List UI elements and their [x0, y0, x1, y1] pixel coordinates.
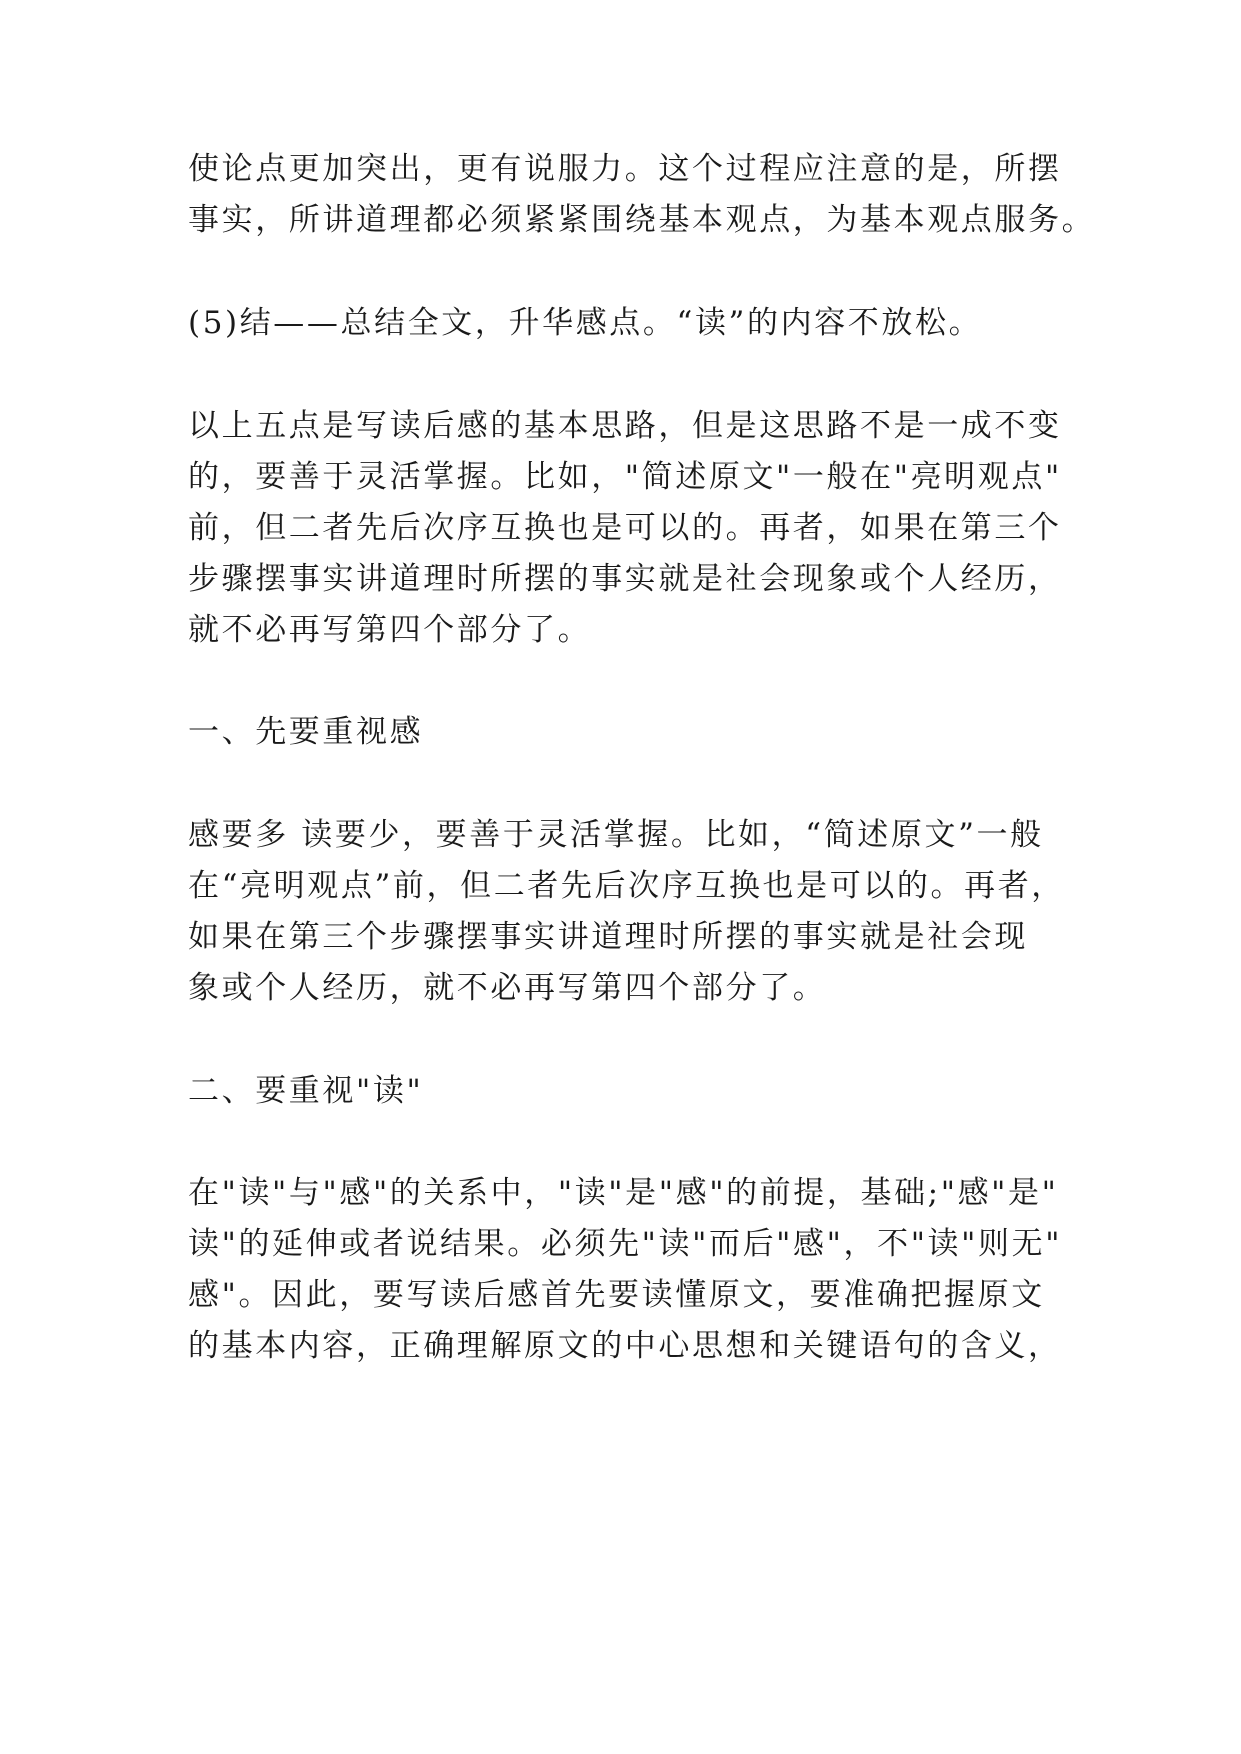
text-line: 就不必再写第四个部分了。: [188, 612, 592, 648]
text-line: 步骤摆事实讲道理时所摆的事实就是社会现象或个人经历，: [188, 561, 1062, 597]
text-line: 使论点更加突出，更有说服力。这个过程应注意的是，所摆: [188, 151, 1062, 187]
text-line: 感要多 读要少，要善于灵活掌握。比如，“简述原文”一般: [188, 817, 1044, 853]
text-line: 的，要善于灵活掌握。比如，"简述原文"一般在"亮明观点": [188, 459, 1062, 495]
text-line: 感"。因此，要写读后感首先要读懂原文，要准确把握原文: [188, 1277, 1045, 1313]
text-line: 事实，所讲道理都必须紧紧围绕基本观点，为基本观点服务。: [188, 202, 1096, 238]
text-line: 读"的延伸或者说结果。必须先"读"而后"感"，不"读"则无": [188, 1226, 1063, 1262]
text-line: 前，但二者先后次序互换也是可以的。再者，如果在第三个: [188, 510, 1062, 546]
heading-text: 一、先要重视感: [188, 714, 424, 750]
text-line: 如果在第三个步骤摆事实讲道理时所摆的事实就是社会现: [188, 919, 1028, 955]
text-line: 在“亮明观点”前，但二者先后次序互换也是可以的。再者，: [188, 868, 1065, 904]
text-line: 以上五点是写读后感的基本思路，但是这思路不是一成不变: [188, 408, 1062, 444]
text-line: 在"读"与"感"的关系中，"读"是"感"的前提，基础;"感"是": [188, 1175, 1059, 1211]
text-line: 象或个人经历，就不必再写第四个部分了。: [188, 970, 827, 1006]
heading-text: 二、要重视"读": [188, 1073, 424, 1109]
text-line: 的基本内容，正确理解原文的中心思想和关键语句的含义，: [188, 1328, 1062, 1364]
text-line: (5)结——总结全文，升华感点。“读”的内容不放松。: [188, 305, 983, 341]
